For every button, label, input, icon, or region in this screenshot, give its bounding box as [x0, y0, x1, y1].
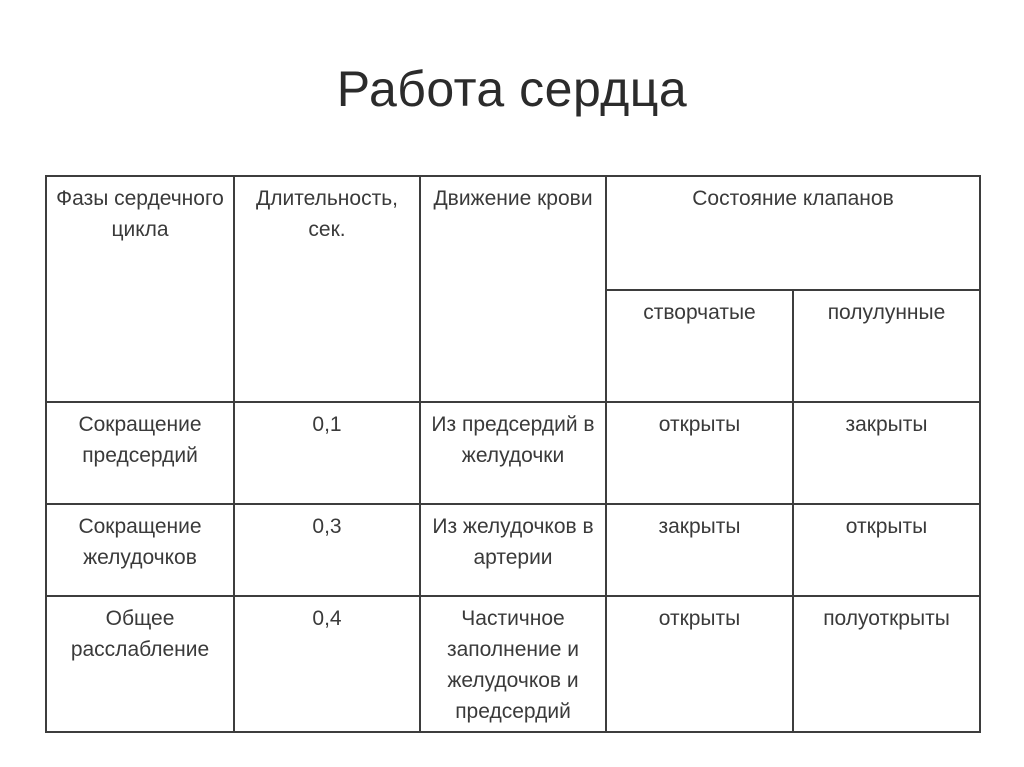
header-leaflet-valves: створчатые — [606, 290, 793, 402]
cell-semilunar-valves: закрыты — [793, 402, 980, 504]
header-blood-movement: Движение крови — [420, 176, 606, 402]
cell-semilunar-valves: полуоткрыты — [793, 596, 980, 732]
cell-semilunar-valves: открыты — [793, 504, 980, 596]
header-semilunar-valves: полулунные — [793, 290, 980, 402]
cell-phase: Сокращение желудочков — [46, 504, 234, 596]
cell-duration: 0,4 — [234, 596, 420, 732]
cell-blood-movement: Из желудочков в артерии — [420, 504, 606, 596]
cell-leaflet-valves: открыты — [606, 402, 793, 504]
header-valve-state: Состояние клапанов — [606, 176, 980, 290]
table-row — [46, 504, 980, 596]
cell-leaflet-valves: открыты — [606, 596, 793, 732]
table-header-row — [46, 176, 980, 290]
cell-leaflet-valves: закрыты — [606, 504, 793, 596]
header-duration: Длительность, сек. — [234, 176, 420, 402]
slide-title: Работа сердца — [336, 61, 688, 117]
cell-blood-movement: Из предсердий в желудочки — [420, 402, 606, 504]
table-row — [46, 596, 980, 732]
heart-cycle-table — [45, 175, 981, 733]
cell-phase: Сокращение предсердий — [46, 402, 234, 504]
cell-blood-movement: Частичное заполнение и желудочков и предсердий — [420, 596, 606, 732]
cell-duration: 0,3 — [234, 504, 420, 596]
cell-duration: 0,1 — [234, 402, 420, 504]
header-phase: Фазы сердечного цикла — [46, 176, 234, 402]
table-row — [46, 402, 980, 504]
cell-phase: Общее расслабление — [46, 596, 234, 732]
